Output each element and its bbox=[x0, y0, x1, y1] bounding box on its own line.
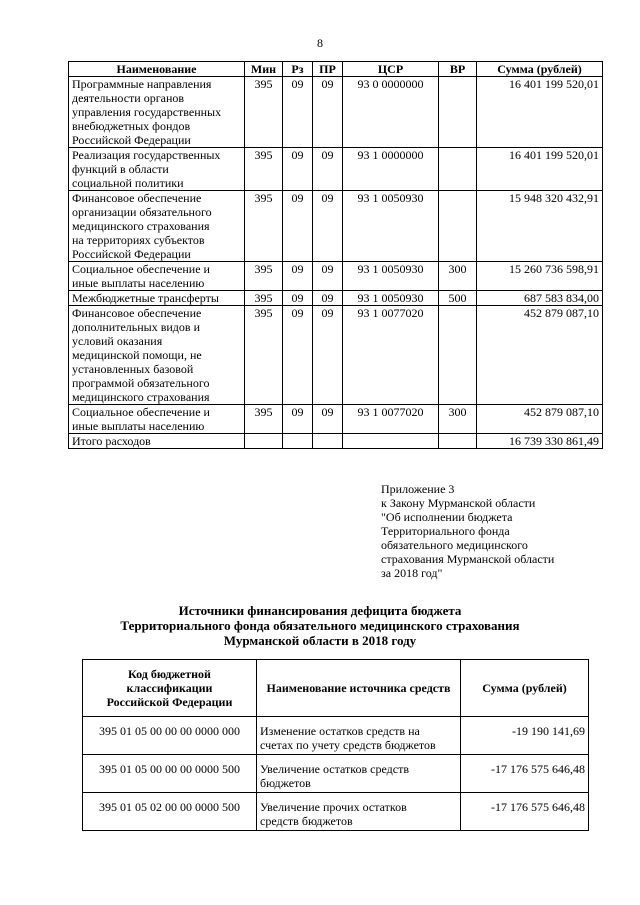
header-code-line: классификации bbox=[126, 681, 213, 695]
cell-rz: 09 bbox=[283, 405, 313, 434]
cell-name bbox=[69, 77, 245, 148]
cell-pr bbox=[313, 434, 343, 449]
section-title bbox=[0, 603, 640, 648]
title-line: Мурманской области в 2018 году bbox=[223, 633, 417, 648]
cell-name-line: управления государственных bbox=[72, 105, 222, 119]
cell-name-line: деятельности органов bbox=[72, 91, 185, 105]
cell-code: 395 01 05 00 00 00 0000 000 bbox=[83, 717, 257, 755]
cell-min: 395 bbox=[245, 306, 283, 405]
cell-name-line: условий оказания bbox=[72, 334, 163, 348]
cell-vr: 300 bbox=[439, 262, 477, 291]
cell-name bbox=[69, 262, 245, 291]
table-row bbox=[69, 291, 603, 306]
header-min: Мин bbox=[245, 62, 283, 77]
header-code-line: Код бюджетной bbox=[128, 667, 211, 681]
table-row bbox=[83, 793, 589, 831]
cell-source-name bbox=[257, 717, 461, 755]
cell-rz bbox=[283, 434, 313, 449]
cell-source-name bbox=[257, 793, 461, 831]
table-row bbox=[69, 306, 603, 405]
header-source-sum: Сумма (рублей) bbox=[461, 660, 589, 717]
cell-sum: 16 401 199 520,01 bbox=[477, 148, 603, 191]
expenses-table bbox=[68, 61, 603, 449]
cell-pr: 09 bbox=[313, 77, 343, 148]
header-source-name: Наименование источника средств bbox=[257, 660, 461, 717]
cell-csr: 93 1 0077020 bbox=[343, 306, 439, 405]
cell-source-name-line: счетах по учету средств бюджетов bbox=[260, 738, 436, 752]
cell-source-name-line: Увеличение прочих остатков bbox=[260, 800, 407, 814]
table-row bbox=[69, 262, 603, 291]
cell-name-line: Финансовое обеспечение bbox=[72, 191, 202, 205]
cell-source-name-line: Изменение остатков средств на bbox=[260, 724, 420, 738]
table-row bbox=[83, 717, 589, 755]
cell-name bbox=[69, 291, 245, 306]
cell-name-line: организации обязательного bbox=[72, 205, 212, 219]
cell-pr: 09 bbox=[313, 191, 343, 262]
sources-header-row bbox=[83, 660, 589, 717]
table-row bbox=[69, 77, 603, 148]
cell-csr: 93 1 0050930 bbox=[343, 291, 439, 306]
appendix-line: к Закону Мурманской области bbox=[381, 496, 536, 510]
table-row bbox=[83, 755, 589, 793]
cell-name bbox=[69, 405, 245, 434]
cell-name-line: Программные направления bbox=[72, 77, 212, 91]
cell-source-sum: -17 176 575 646,48 bbox=[461, 793, 589, 831]
table-row bbox=[69, 191, 603, 262]
cell-sum: 687 583 834,00 bbox=[477, 291, 603, 306]
cell-pr: 09 bbox=[313, 291, 343, 306]
cell-sum: 15 260 736 598,91 bbox=[477, 262, 603, 291]
cell-csr: 93 1 0000000 bbox=[343, 148, 439, 191]
cell-name-line: Социальное обеспечение и bbox=[72, 262, 210, 276]
cell-name-line: дополнительных видов и bbox=[72, 320, 200, 334]
header-vr: ВР bbox=[439, 62, 477, 77]
cell-name bbox=[69, 306, 245, 405]
cell-name-line: медицинской помощи, не bbox=[72, 348, 202, 362]
cell-vr bbox=[439, 191, 477, 262]
appendix-line: страхования Мурманской области bbox=[381, 552, 555, 566]
cell-vr bbox=[439, 306, 477, 405]
cell-rz: 09 bbox=[283, 306, 313, 405]
cell-name-line: иные выплаты населению bbox=[72, 276, 205, 290]
cell-name-line: на территориях субъектов bbox=[72, 233, 205, 247]
cell-code: 395 01 05 00 00 00 0000 500 bbox=[83, 755, 257, 793]
header-sum: Сумма (рублей) bbox=[477, 62, 603, 77]
cell-vr: 300 bbox=[439, 405, 477, 434]
cell-csr bbox=[343, 434, 439, 449]
cell-name-line: медицинского страхования bbox=[72, 390, 210, 404]
cell-vr bbox=[439, 148, 477, 191]
cell-min bbox=[245, 434, 283, 449]
cell-csr: 93 1 0077020 bbox=[343, 405, 439, 434]
cell-csr: 93 1 0050930 bbox=[343, 191, 439, 262]
expenses-header-row bbox=[69, 62, 603, 77]
table-row bbox=[69, 405, 603, 434]
cell-sum: 452 879 087,10 bbox=[477, 405, 603, 434]
cell-pr: 09 bbox=[313, 262, 343, 291]
cell-name bbox=[69, 191, 245, 262]
title-line: Источники финансирования дефицита бюджета bbox=[178, 603, 462, 618]
header-rz: Рз bbox=[283, 62, 313, 77]
cell-vr bbox=[439, 77, 477, 148]
cell-name-line: Российской Федерации bbox=[72, 247, 191, 261]
cell-name-line: Итого расходов bbox=[72, 434, 151, 448]
appendix-line: за 2018 год" bbox=[381, 566, 443, 580]
cell-sum: 16 401 199 520,01 bbox=[477, 77, 603, 148]
cell-name-line: программой обязательного bbox=[72, 376, 210, 390]
cell-pr: 09 bbox=[313, 306, 343, 405]
header-csr: ЦСР bbox=[343, 62, 439, 77]
cell-vr: 500 bbox=[439, 291, 477, 306]
cell-sum: 452 879 087,10 bbox=[477, 306, 603, 405]
cell-name-line: функций в области bbox=[72, 162, 169, 176]
cell-source-sum: -19 190 141,69 bbox=[461, 717, 589, 755]
cell-name bbox=[69, 148, 245, 191]
cell-name-line: Реализация государственных bbox=[72, 148, 221, 162]
cell-name-line: установленных базовой bbox=[72, 362, 194, 376]
appendix-line: обязательного медицинского bbox=[381, 538, 528, 552]
cell-min: 395 bbox=[245, 262, 283, 291]
cell-source-name-line: бюджетов bbox=[260, 776, 311, 790]
cell-source-name-line: средств бюджетов bbox=[260, 814, 353, 828]
cell-pr: 09 bbox=[313, 405, 343, 434]
cell-name-line: Российской Федерации bbox=[72, 133, 191, 147]
cell-name-line: социальной политики bbox=[72, 176, 184, 190]
cell-source-name bbox=[257, 755, 461, 793]
header-pr: ПР bbox=[313, 62, 343, 77]
cell-min: 395 bbox=[245, 291, 283, 306]
cell-vr bbox=[439, 434, 477, 449]
cell-pr: 09 bbox=[313, 148, 343, 191]
appendix-line: Территориального фонда bbox=[381, 524, 510, 538]
cell-sum: 16 739 330 861,49 bbox=[477, 434, 603, 449]
header-code-line: Российской Федерации bbox=[106, 695, 233, 709]
table-row bbox=[69, 434, 603, 449]
cell-name-line: иные выплаты населению bbox=[72, 419, 205, 433]
title-line: Территориального фонда обязательного медицинского страхования bbox=[120, 618, 520, 633]
cell-min: 395 bbox=[245, 77, 283, 148]
cell-name-line: Межбюджетные трансферты bbox=[72, 291, 219, 305]
sources-table bbox=[82, 659, 589, 831]
cell-min: 395 bbox=[245, 405, 283, 434]
cell-rz: 09 bbox=[283, 148, 313, 191]
page-number: 8 bbox=[317, 36, 323, 50]
header-code bbox=[83, 660, 257, 717]
cell-sum: 15 948 320 432,91 bbox=[477, 191, 603, 262]
table-row bbox=[69, 148, 603, 191]
cell-name bbox=[69, 434, 245, 449]
cell-min: 395 bbox=[245, 148, 283, 191]
cell-rz: 09 bbox=[283, 77, 313, 148]
cell-code: 395 01 05 02 00 00 0000 500 bbox=[83, 793, 257, 831]
cell-source-name-line: Увеличение остатков средств bbox=[260, 762, 410, 776]
cell-source-sum: -17 176 575 646,48 bbox=[461, 755, 589, 793]
appendix-note bbox=[381, 482, 591, 580]
cell-rz: 09 bbox=[283, 291, 313, 306]
cell-csr: 93 0 0000000 bbox=[343, 77, 439, 148]
cell-name-line: Финансовое обеспечение bbox=[72, 306, 202, 320]
cell-name-line: внебюджетных фондов bbox=[72, 119, 191, 133]
cell-rz: 09 bbox=[283, 262, 313, 291]
cell-csr: 93 1 0050930 bbox=[343, 262, 439, 291]
cell-name-line: Социальное обеспечение и bbox=[72, 405, 210, 419]
appendix-line: Приложение 3 bbox=[381, 482, 455, 496]
header-name: Наименование bbox=[69, 62, 245, 77]
appendix-line: "Об исполнении бюджета bbox=[381, 510, 513, 524]
cell-rz: 09 bbox=[283, 191, 313, 262]
cell-min: 395 bbox=[245, 191, 283, 262]
cell-name-line: медицинского страхования bbox=[72, 219, 210, 233]
